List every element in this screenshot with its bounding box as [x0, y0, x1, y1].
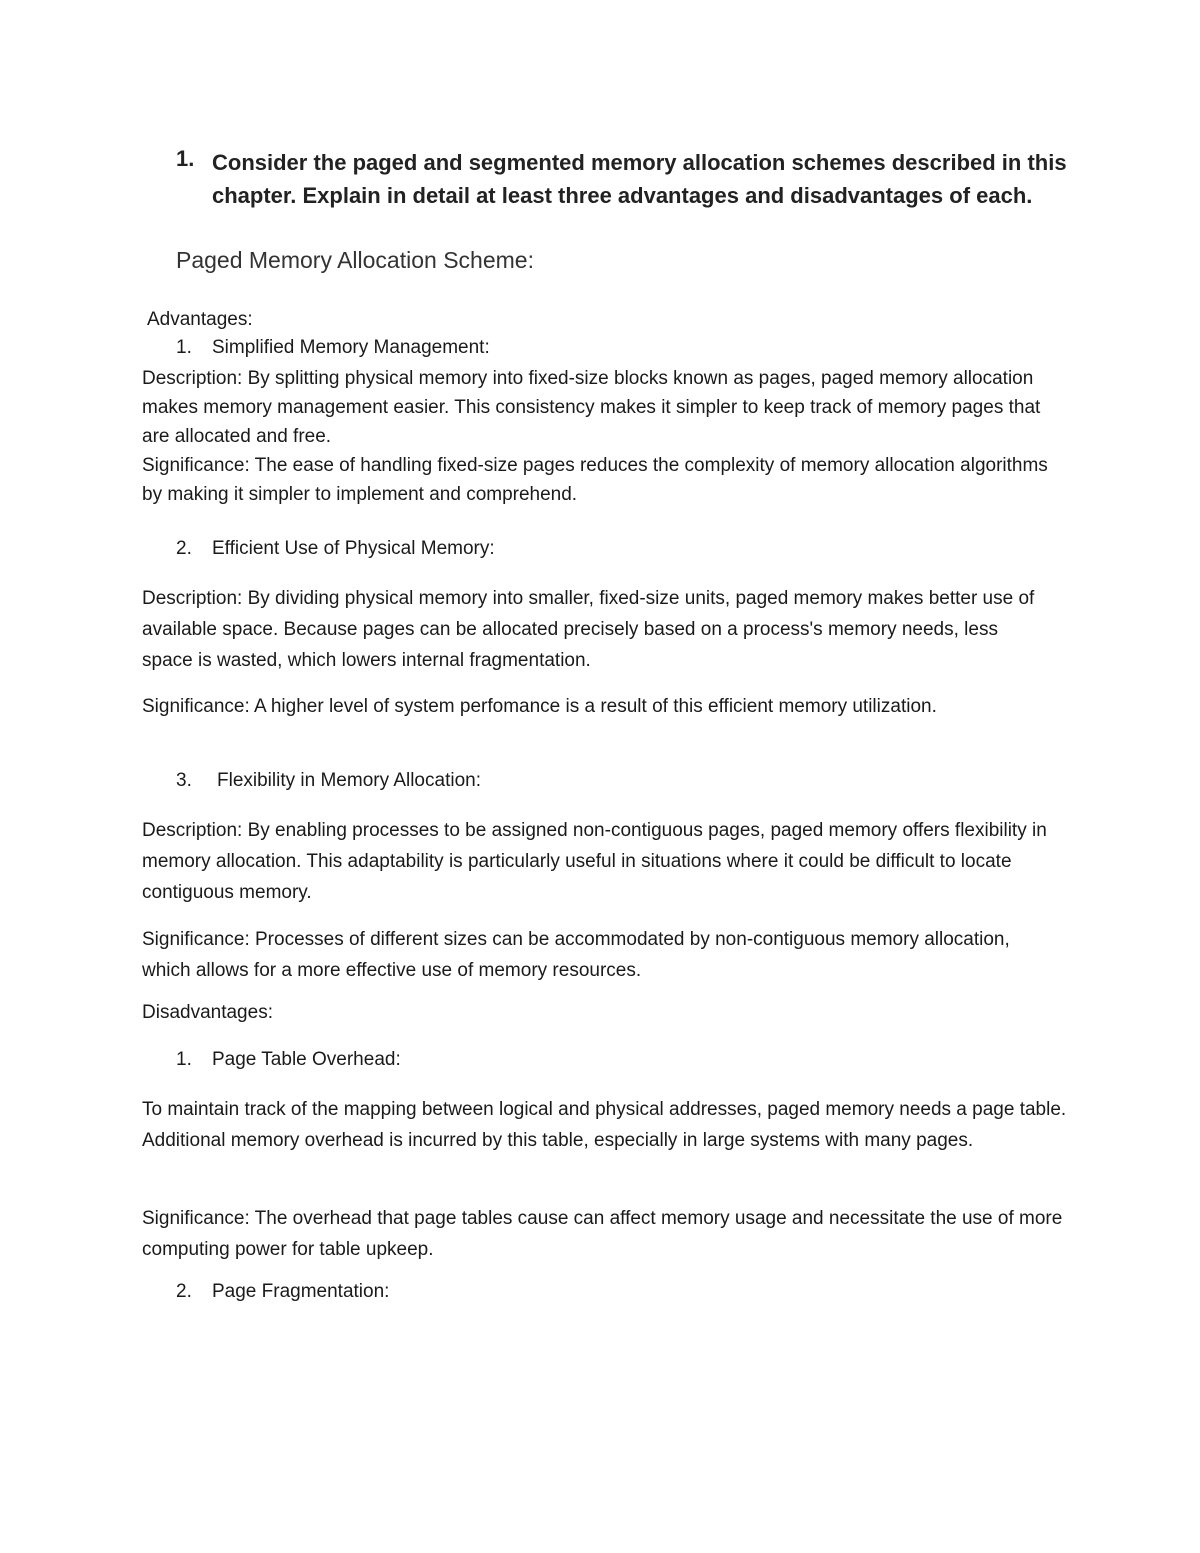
advantage-3-description: Description: By enabling processes to be assigned non-contiguous pages, paged memory offers flexibility in memory allocation. This adaptability is particularly useful in situations where it could be difficult to locate contiguous memory. — [142, 820, 1047, 903]
advantage-2-significance: Significance: A higher level of system perfomance is a result of this efficient memory utilization. — [142, 696, 937, 717]
question-number: 1. — [176, 146, 195, 171]
disadvantage-2-number: 2. — [176, 1281, 192, 1302]
advantage-2-title: Efficient Use of Physical Memory: — [212, 538, 495, 559]
advantage-2-number: 2. — [176, 538, 192, 559]
advantage-3-number: 3. — [176, 770, 192, 791]
disadvantage-1-description: To maintain track of the mapping between logical and physical addresses, paged memory needs a page table. Additional memory overhead is incurred by this table, especially in large systems with many pages. — [142, 1099, 1067, 1151]
disadvantage-1-number: 1. — [176, 1049, 192, 1070]
advantage-1-significance: Significance: The ease of handling fixed-size pages reduces the complexity of memory allocation algorithms by making it simpler to implement and comprehend. — [142, 455, 1048, 505]
advantage-1-description: Description: By splitting physical memory into fixed-size blocks known as pages, paged memory allocation makes memory management easier. This consistency makes it simpler to keep track of memory pages that are allocated and free. — [142, 368, 1041, 447]
disadvantage-1-significance: Significance: The overhead that page tables cause can affect memory usage and necessitate the use of more computing power for table upkeep. — [142, 1208, 1063, 1260]
advantage-3-significance: Significance: Processes of different sizes can be accommodated by non-contiguous memory allocation, which allows for a more effective use of memory resources. — [142, 929, 1010, 981]
advantages-heading: Advantages: — [147, 309, 253, 330]
disadvantage-2-title: Page Fragmentation: — [212, 1281, 390, 1302]
disadvantages-heading: Disadvantages: — [142, 1002, 273, 1023]
disadvantage-1-title: Page Table Overhead: — [212, 1049, 401, 1070]
advantage-3-title: Flexibility in Memory Allocation: — [217, 770, 481, 791]
advantage-1-number: 1. — [176, 337, 192, 358]
advantage-2-description: Description: By dividing physical memory into smaller, fixed-size units, paged memory makes better use of available space. Because pages can be allocated precisely based on a process's memory needs, less space is wasted, which lowers internal fragmentation. — [142, 588, 1035, 671]
question-text: Consider the paged and segmented memory allocation schemes described in this chapter. Explain in detail at least three advantages and disadvantages of each. — [212, 150, 1067, 208]
advantage-1-title: Simplified Memory Management: — [212, 337, 490, 358]
section-heading: Paged Memory Allocation Scheme: — [176, 247, 534, 273]
